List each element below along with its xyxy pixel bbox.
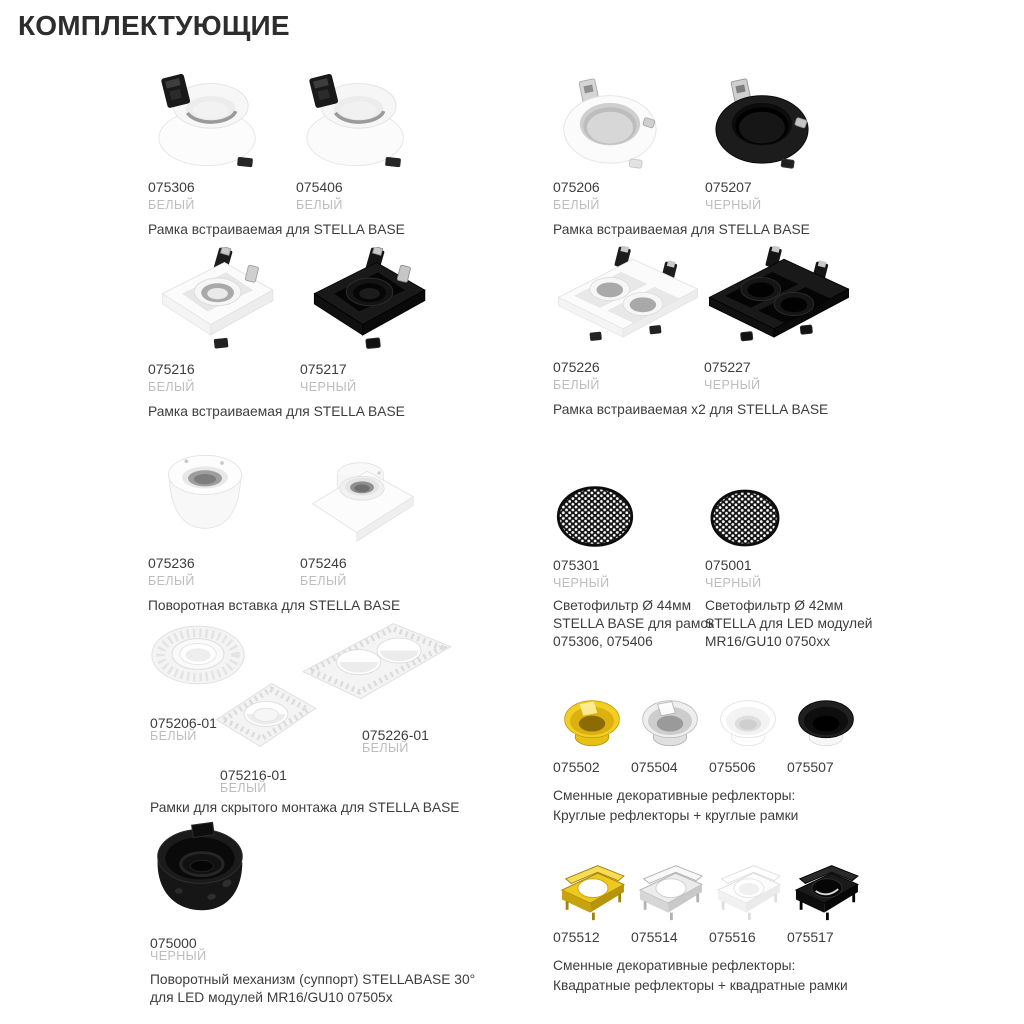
product-image-075226-01 bbox=[298, 616, 456, 717]
product-code: 075406 bbox=[296, 179, 343, 195]
product-cell bbox=[296, 64, 444, 212]
product-cell bbox=[300, 248, 452, 394]
product-color: БЕЛЫЙ bbox=[553, 378, 600, 392]
product-cell bbox=[300, 436, 452, 588]
product-color: ЧЕРНЫЙ bbox=[704, 378, 761, 392]
product-cell bbox=[705, 68, 857, 212]
product-color: ЧЕРНЫЙ bbox=[150, 949, 207, 963]
product-group-swivel-inserts bbox=[148, 436, 468, 615]
product-image-075206 bbox=[553, 68, 705, 172]
product-caption: Рамка встраиваемая x2 для STELLA BASE bbox=[553, 402, 829, 417]
product-code: 075226 bbox=[553, 359, 600, 375]
product-image-075216 bbox=[148, 248, 300, 354]
product-group-square-frames bbox=[148, 248, 468, 421]
product-cell bbox=[709, 854, 787, 945]
product-image-075504 bbox=[631, 692, 709, 752]
product-code: 075227 bbox=[704, 359, 751, 375]
product-code: 075514 bbox=[631, 929, 678, 945]
product-color: БЕЛЫЙ bbox=[296, 198, 343, 212]
product-color: ЧЕРНЫЙ bbox=[705, 198, 762, 212]
product-image-075227 bbox=[704, 246, 855, 352]
product-image-075502 bbox=[553, 692, 631, 752]
product-cell bbox=[631, 854, 709, 945]
product-code: 075217 bbox=[300, 361, 347, 377]
product-color: БЕЛЫЙ bbox=[150, 729, 197, 743]
product-code: 075306 bbox=[148, 179, 195, 195]
product-image-075301 bbox=[553, 452, 705, 550]
product-group-round-frames bbox=[148, 64, 468, 239]
product-cell bbox=[148, 64, 296, 212]
product-image-075507 bbox=[787, 692, 865, 752]
page-title: КОМПЛЕКТУЮЩИЕ bbox=[18, 10, 290, 41]
product-color: БЕЛЫЙ bbox=[148, 574, 195, 588]
product-description: Светофильтр Ø 42мм STELLA для LED модулей MR16/GU10 0750xx bbox=[705, 598, 873, 649]
product-image-075512 bbox=[553, 854, 631, 922]
product-caption-line: Круглые рефлекторы + круглые рамки bbox=[553, 808, 799, 823]
product-image-075517 bbox=[787, 854, 865, 922]
product-code: 075517 bbox=[787, 929, 834, 945]
product-color: БЕЛЫЙ bbox=[148, 198, 195, 212]
product-code: 075207 bbox=[705, 179, 752, 195]
product-cell bbox=[148, 436, 300, 588]
product-code: 075000 bbox=[150, 935, 197, 951]
product-code: 075236 bbox=[148, 555, 195, 571]
product-image-075516 bbox=[709, 854, 787, 922]
product-code: 075206 bbox=[553, 179, 600, 195]
product-cell bbox=[705, 452, 873, 651]
product-code: 075216 bbox=[148, 361, 195, 377]
product-code: 075216-01 bbox=[220, 767, 287, 783]
product-cell bbox=[553, 854, 631, 945]
product-code: 075502 bbox=[553, 759, 600, 775]
product-cell bbox=[553, 452, 715, 651]
product-code: 075512 bbox=[553, 929, 600, 945]
product-caption: Рамка встраиваемая для STELLA BASE bbox=[148, 222, 405, 237]
product-image-075406 bbox=[296, 64, 444, 172]
product-cell bbox=[787, 854, 865, 945]
product-group-round-reflectors bbox=[553, 692, 883, 825]
product-caption: Рамка встраиваемая для STELLA BASE bbox=[148, 404, 405, 419]
product-caption: Рамка встраиваемая для STELLA BASE bbox=[553, 222, 810, 237]
product-caption-line: для LED модулей MR16/GU10 07505x bbox=[150, 990, 393, 1005]
product-color: БЕЛЫЙ bbox=[553, 198, 600, 212]
product-caption: Поворотная вставка для STELLA BASE bbox=[148, 598, 401, 613]
product-color: БЕЛЫЙ bbox=[362, 741, 409, 755]
product-caption-line: Сменные декоративные рефлекторы: bbox=[553, 788, 796, 803]
product-image-075217 bbox=[300, 248, 452, 354]
product-group-concealed-frames bbox=[148, 616, 498, 826]
product-color: ЧЕРНЫЙ bbox=[553, 576, 610, 590]
product-caption-line: Поворотный механизм (суппорт) STELLABASE 30° bbox=[150, 972, 476, 987]
product-image-075001 bbox=[705, 452, 857, 550]
product-cell bbox=[148, 248, 300, 394]
product-code: 075226-01 bbox=[362, 727, 429, 743]
product-group-square-reflectors bbox=[553, 854, 883, 995]
product-image-075514 bbox=[631, 854, 709, 922]
product-cell bbox=[704, 246, 855, 392]
product-color: БЕЛЫЙ bbox=[300, 574, 347, 588]
product-code: 075516 bbox=[709, 929, 756, 945]
product-group-double-frames bbox=[553, 246, 883, 419]
product-image-075246 bbox=[300, 436, 452, 548]
product-code: 075301 bbox=[553, 557, 600, 573]
product-cell bbox=[553, 246, 704, 392]
product-cell bbox=[787, 692, 865, 775]
product-cell bbox=[553, 692, 631, 775]
product-cell bbox=[709, 692, 787, 775]
product-color: ЧЕРНЫЙ bbox=[705, 576, 762, 590]
product-image-075226 bbox=[553, 246, 704, 352]
product-image-075306 bbox=[148, 64, 296, 172]
product-cell bbox=[631, 692, 709, 775]
product-code: 075507 bbox=[787, 759, 834, 775]
product-image-075207 bbox=[705, 68, 857, 172]
product-description: Светофильтр Ø 44мм STELLA BASE для рамок 075306, 075406 bbox=[553, 598, 715, 649]
product-group-round-frames-2 bbox=[553, 68, 883, 239]
product-color: БЕЛЫЙ bbox=[148, 380, 195, 394]
product-group-light-filters bbox=[553, 452, 883, 651]
product-code: 075504 bbox=[631, 759, 678, 775]
product-caption: Рамки для скрытого монтажа для STELLA BASE bbox=[150, 800, 460, 815]
product-image-075000 bbox=[148, 816, 252, 921]
product-group-swivel-support bbox=[148, 816, 518, 1016]
product-caption-line: Сменные декоративные рефлекторы: bbox=[553, 958, 796, 973]
product-code: 075506 bbox=[709, 759, 756, 775]
product-caption-line: Квадратные рефлекторы + квадратные рамки bbox=[553, 978, 848, 993]
product-color: ЧЕРНЫЙ bbox=[300, 380, 357, 394]
product-color: БЕЛЫЙ bbox=[220, 781, 267, 795]
product-cell bbox=[553, 68, 705, 212]
product-code: 075001 bbox=[705, 557, 752, 573]
product-code: 075246 bbox=[300, 555, 347, 571]
product-image-075506 bbox=[709, 692, 787, 752]
product-code: 075206-01 bbox=[150, 715, 217, 731]
product-image-075236 bbox=[148, 436, 300, 548]
